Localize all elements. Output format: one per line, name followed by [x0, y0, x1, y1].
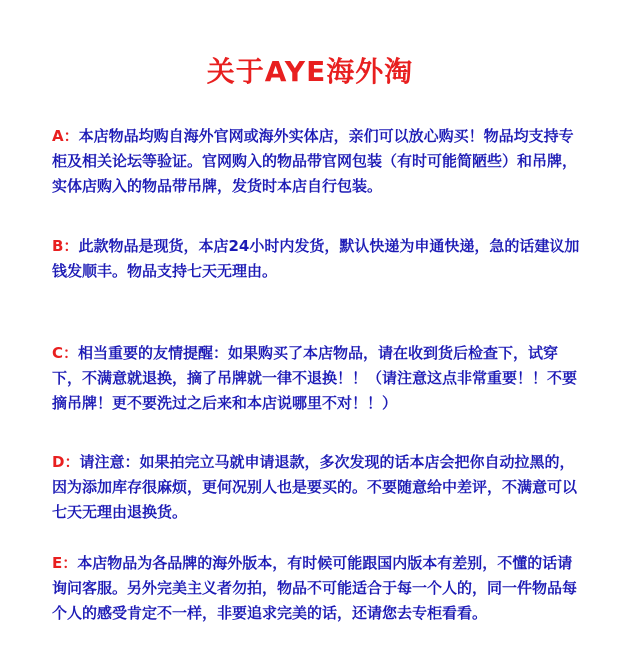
notice-marker: A：	[52, 127, 79, 145]
notice-text: 请注意：如果拍完立马就申请退款，多次发现的话本店会把你自动拉黑的，因为添加库存很麻烦，更何况别人也是要买的。不要随意给中差评，不满意可以七天无理由退换货。	[52, 453, 578, 521]
notice-text: 此款物品是现货，本店24小时内发货，默认快递为申通快递，急的话建议加钱发顺丰。物品支持七天无理由。	[52, 237, 580, 280]
notice-text: 相当重要的友情提醒：如果购买了本店物品，请在收到货后检查下，试穿下，不满意就退换，摘了吊牌就一律不退换！！（请注意这点非常重要！！不要摘吊牌！更不要洗过之后来和本店说哪里不对！！）	[52, 344, 578, 412]
notice-c	[52, 341, 584, 416]
notice-marker: E：	[52, 554, 78, 572]
notice-marker: B：	[52, 237, 79, 255]
notice-marker: C：	[52, 344, 79, 362]
notice-d	[52, 450, 584, 525]
notice-marker: D：	[52, 453, 80, 471]
notice-a	[52, 124, 584, 199]
notice-text: 本店物品为各品牌的海外版本，有时候可能跟国内版本有差别，不懂的话请询问客服。另外完美主义者勿拍，物品不可能适合于每一个人的，同一件物品每个人的感受肯定不一样，非要追求完美的话，还请您去专柜看看。	[52, 554, 578, 622]
notice-b	[52, 234, 584, 284]
notice-text: 本店物品均购自海外官网或海外实体店，亲们可以放心购买！物品均支持专柜及相关论坛等验证。官网购入的物品带官网包装（有时可能简陋些）和吊牌，实体店购入的物品带吊牌，发货时本店自行包装。	[52, 127, 578, 195]
page-title: 关于AYE海外淘	[206, 55, 414, 88]
notice-e	[52, 551, 584, 626]
